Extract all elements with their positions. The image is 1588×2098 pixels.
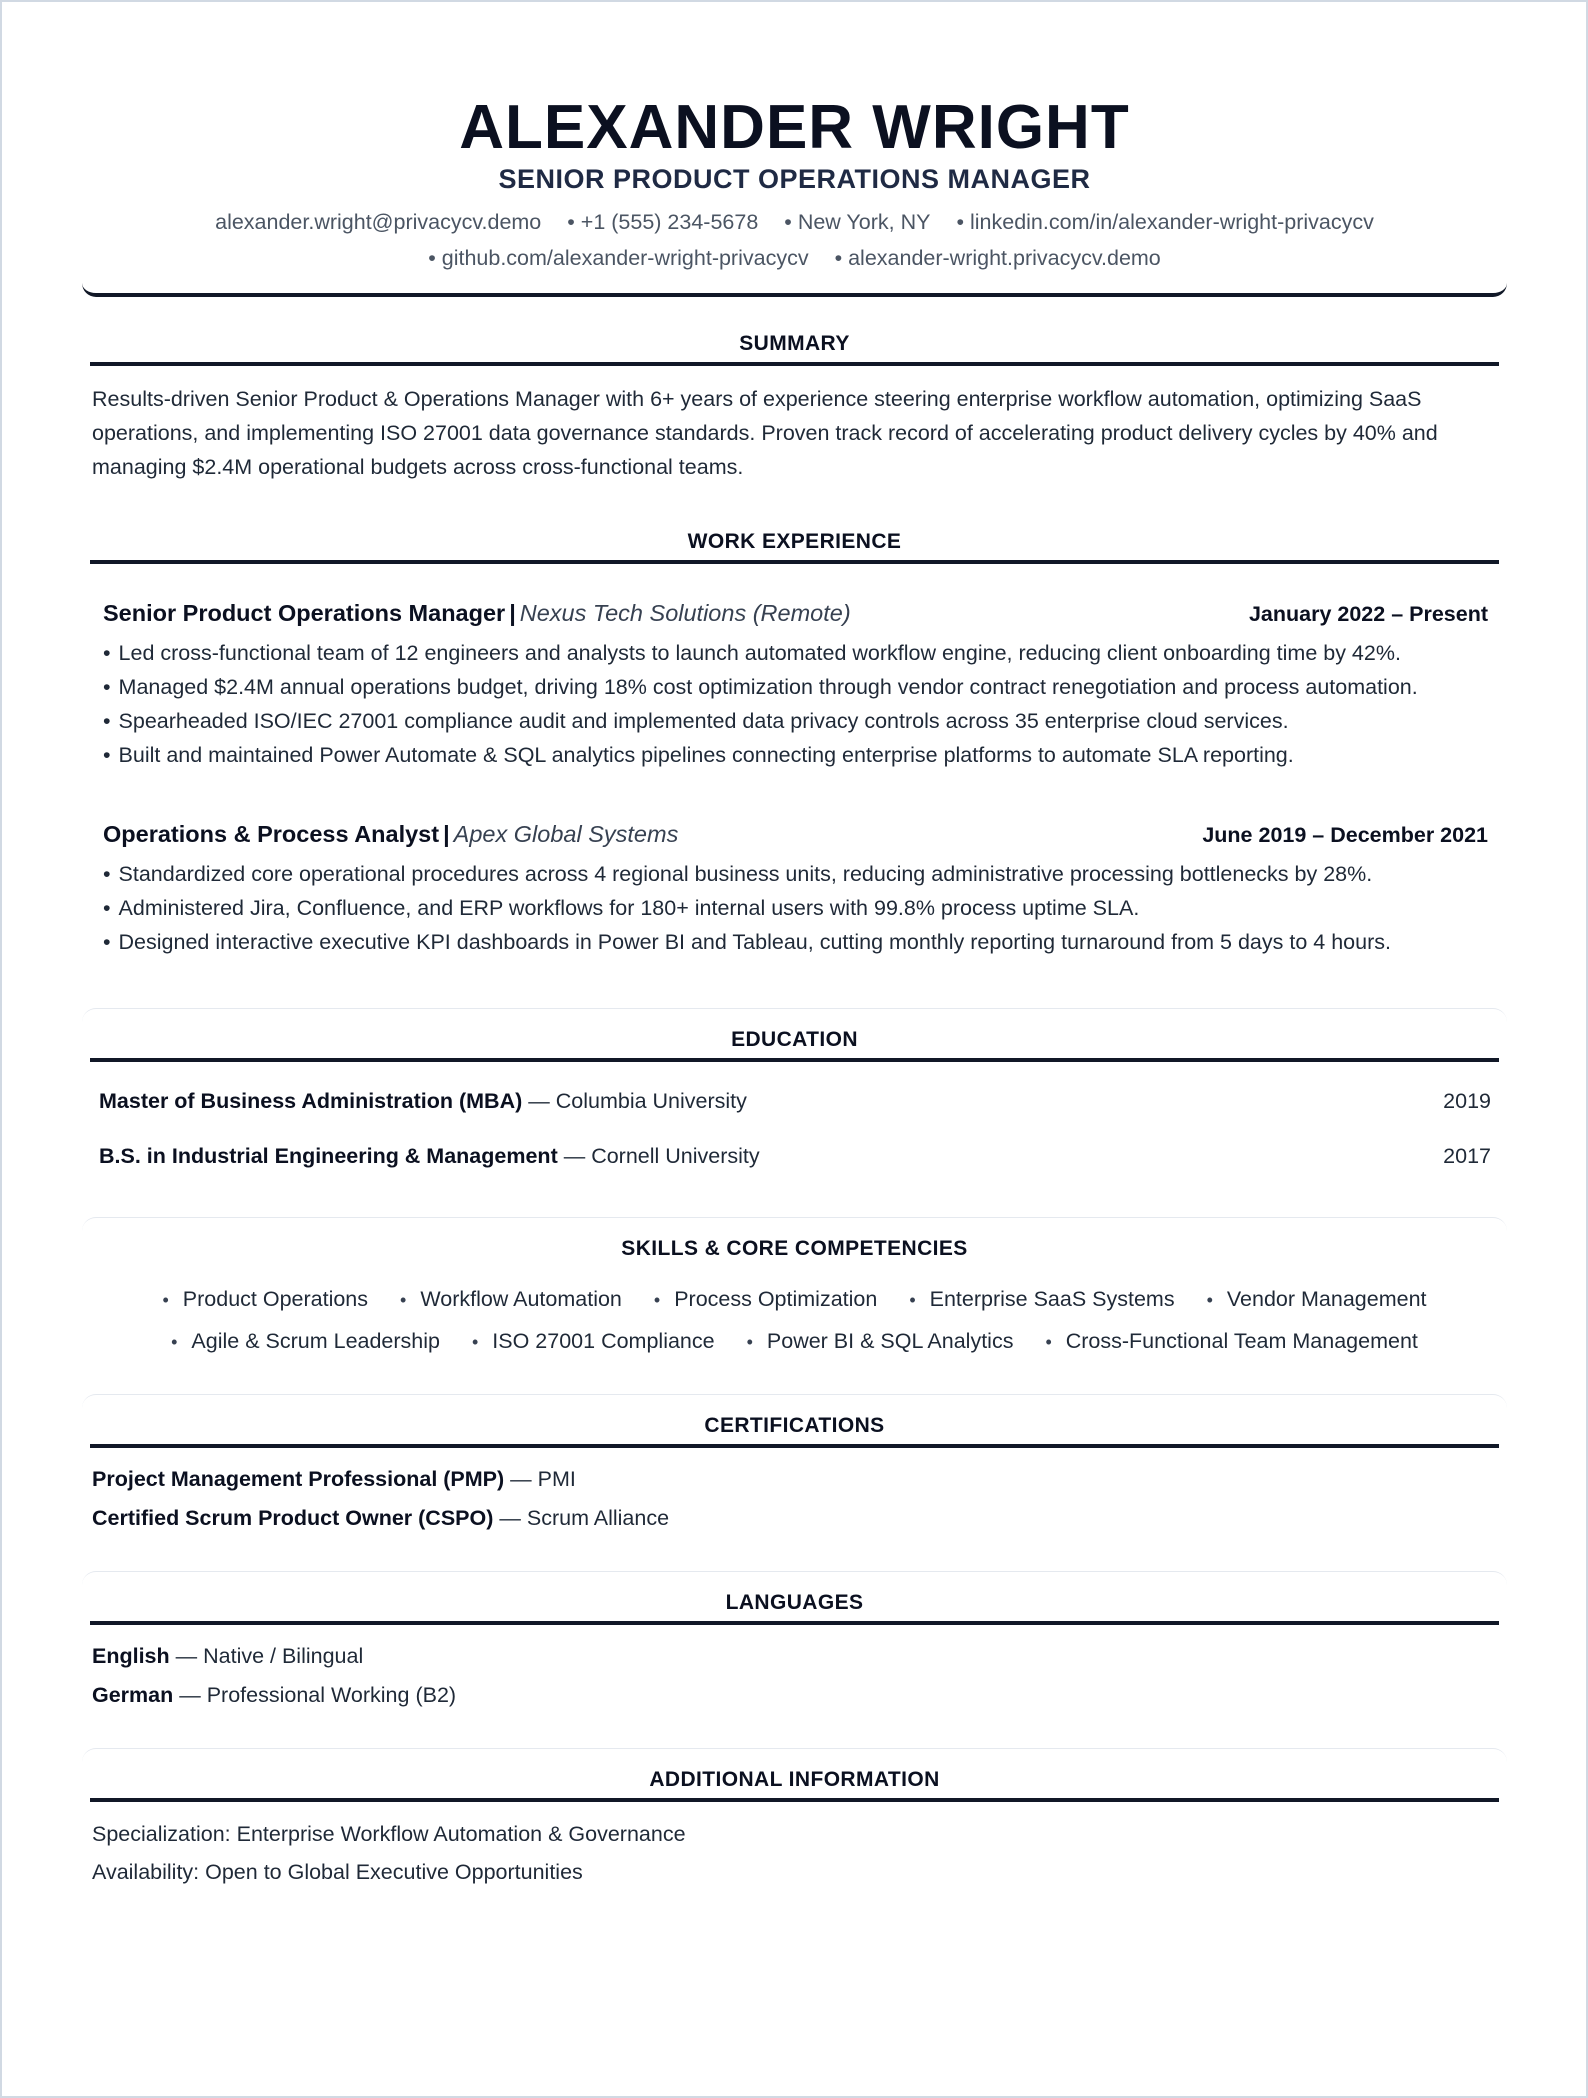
education-degree: B.S. in Industrial Engineering & Management xyxy=(99,1144,558,1168)
bullet-dot: • xyxy=(567,210,575,234)
skill-item: • ISO 27001 Compliance xyxy=(471,1329,715,1353)
contact-email-text: alexander.wright@privacycv.demo xyxy=(215,210,542,234)
contact-website-text: alexander-wright.privacycv.demo xyxy=(848,246,1161,270)
job-role: Senior Product Operations Manager xyxy=(103,600,506,626)
candidate-title: SENIOR PRODUCT OPERATIONS MANAGER xyxy=(498,164,1091,194)
bullet-dot: • xyxy=(784,210,792,234)
skill-item: • Vendor Management xyxy=(1206,1287,1427,1311)
language-item: English — Native / Bilingual xyxy=(92,1644,364,1668)
skill-item: • Agile & Scrum Leadership xyxy=(171,1329,440,1353)
certification-name: Project Management Professional (PMP) xyxy=(92,1467,505,1491)
contact-linkedin[interactable] xyxy=(956,210,1373,235)
job-dates: January 2022 – Present xyxy=(1248,602,1488,626)
languages-heading: LANGUAGES xyxy=(90,1591,1499,1625)
certification-item: Project Management Professional (PMP) — PMI xyxy=(92,1467,576,1491)
bullet-dot: • xyxy=(956,210,964,234)
additional-line: Specialization: Enterprise Workflow Automation & Governance xyxy=(92,1822,686,1846)
job-dates: June 2019 – December 2021 xyxy=(1202,823,1488,847)
job-bullet: • Spearheaded ISO/IEC 27001 compliance audit and implemented data privacy controls across 35 enterprise cloud services. xyxy=(103,704,1503,738)
section-divider xyxy=(82,1394,1507,1415)
skill-item: • Enterprise SaaS Systems xyxy=(909,1287,1175,1311)
contact-phone-text: +1 (555) 234-5678 xyxy=(580,210,759,234)
certifications-heading: CERTIFICATIONS xyxy=(90,1414,1499,1448)
job-separator: | xyxy=(509,600,516,626)
education-degree: Master of Business Administration (MBA) xyxy=(99,1089,523,1113)
skill-item: • Power BI & SQL Analytics xyxy=(746,1329,1014,1353)
skill-item: • Cross-Functional Team Management xyxy=(1045,1329,1418,1353)
section-divider xyxy=(82,1748,1507,1769)
summary-heading: SUMMARY xyxy=(90,332,1499,366)
language-level: Professional Working (B2) xyxy=(206,1683,457,1707)
job-bullet: • Administered Jira, Confluence, and ERP workflows for 180+ internal users with 99.8% process uptime SLA. xyxy=(103,891,1503,925)
language-item: German — Professional Working (B2) xyxy=(92,1683,457,1707)
section-divider xyxy=(82,1217,1507,1238)
job-bullet: • Built and maintained Power Automate & SQL analytics pipelines connecting enterprise platforms to automate SLA reporting. xyxy=(103,738,1503,772)
certification-item: Certified Scrum Product Owner (CSPO) — Scrum Alliance xyxy=(92,1506,670,1530)
skills-row-1 xyxy=(90,1287,1499,1312)
contact-linkedin-text: linkedin.com/in/alexander-wright-privacycv xyxy=(969,210,1374,234)
section-divider xyxy=(82,1008,1507,1029)
contact-github-text: github.com/alexander-wright-privacycv xyxy=(441,246,809,270)
skill-item: • Process Optimization xyxy=(653,1287,878,1311)
experience-heading: WORK EXPERIENCE xyxy=(90,530,1499,564)
contact-github[interactable] xyxy=(428,246,808,271)
job-header-1 xyxy=(103,600,1488,627)
resume-header xyxy=(82,2,1507,297)
job-bullet: • Managed $2.4M annual operations budget, driving 18% cost optimization through vendor contract renegotiation and process automation. xyxy=(103,670,1503,704)
education-item: Master of Business Administration (MBA) — Columbia University 2019 xyxy=(99,1089,1491,1113)
summary-text: Results-driven Senior Product & Operations Manager with 6+ years of experience steering enterprise workflow automation, optimizing SaaS operations, and implementing ISO 27001 data governance standards. Proven track record of accelerating product delivery cycles by 40% and managing $2.4M operational budgets across cross-functional teams. xyxy=(92,387,1438,479)
candidate-name: ALEXANDER WRIGHT xyxy=(459,93,1130,162)
certification-issuer: Scrum Alliance xyxy=(526,1506,670,1530)
bullet-dot: • xyxy=(834,246,843,270)
job-separator: | xyxy=(443,821,450,847)
skills-row-2 xyxy=(90,1329,1499,1354)
certification-name: Certified Scrum Product Owner (CSPO) xyxy=(92,1506,494,1530)
contact-row-1 xyxy=(82,210,1507,235)
education-school: Cornell University xyxy=(591,1144,760,1168)
education-item: B.S. in Industrial Engineering & Management — Cornell University 2017 xyxy=(99,1144,1491,1168)
education-school: Columbia University xyxy=(555,1089,747,1113)
language-name: German xyxy=(92,1683,174,1707)
education-year: 2019 xyxy=(1443,1089,1491,1113)
skill-item: • Product Operations xyxy=(162,1287,369,1311)
bullet-dot: • xyxy=(428,246,436,270)
job-bullet: • Designed interactive executive KPI dashboards in Power BI and Tableau, cutting monthly reporting turnaround from 5 days to 4 hours. xyxy=(103,925,1503,959)
job-company: Nexus Tech Solutions (Remote) xyxy=(519,600,851,626)
contact-phone[interactable] xyxy=(567,210,758,235)
contact-location xyxy=(784,210,930,235)
skills-heading: SKILLS & CORE COMPETENCIES xyxy=(621,1237,968,1260)
job-company: Apex Global Systems xyxy=(453,821,679,847)
language-name: English xyxy=(92,1644,170,1668)
contact-location-text: New York, NY xyxy=(797,210,931,234)
contact-email[interactable] xyxy=(215,210,541,235)
job-bullet: • Standardized core operational procedures across 4 regional business units, reducing administrative processing bottlenecks by 28%. xyxy=(103,857,1503,891)
section-divider xyxy=(82,1571,1507,1592)
job-role: Operations & Process Analyst xyxy=(103,821,440,847)
additional-heading: ADDITIONAL INFORMATION xyxy=(90,1768,1499,1802)
certification-issuer: PMI xyxy=(537,1467,576,1491)
contact-website[interactable] xyxy=(835,246,1161,271)
additional-line: Availability: Open to Global Executive Opportunities xyxy=(92,1860,583,1884)
contact-row-2 xyxy=(82,246,1507,271)
job-bullet: • Led cross-functional team of 12 engineers and analysts to launch automated workflow engine, reducing client onboarding time by 42%. xyxy=(103,636,1503,670)
job-bullets-2 xyxy=(103,857,1503,959)
job-header-2 xyxy=(103,821,1488,848)
education-year: 2017 xyxy=(1443,1144,1491,1168)
language-level: Native / Bilingual xyxy=(203,1644,364,1668)
job-bullets-1 xyxy=(103,636,1503,772)
skill-item: • Workflow Automation xyxy=(400,1287,622,1311)
education-heading: EDUCATION xyxy=(90,1028,1499,1062)
